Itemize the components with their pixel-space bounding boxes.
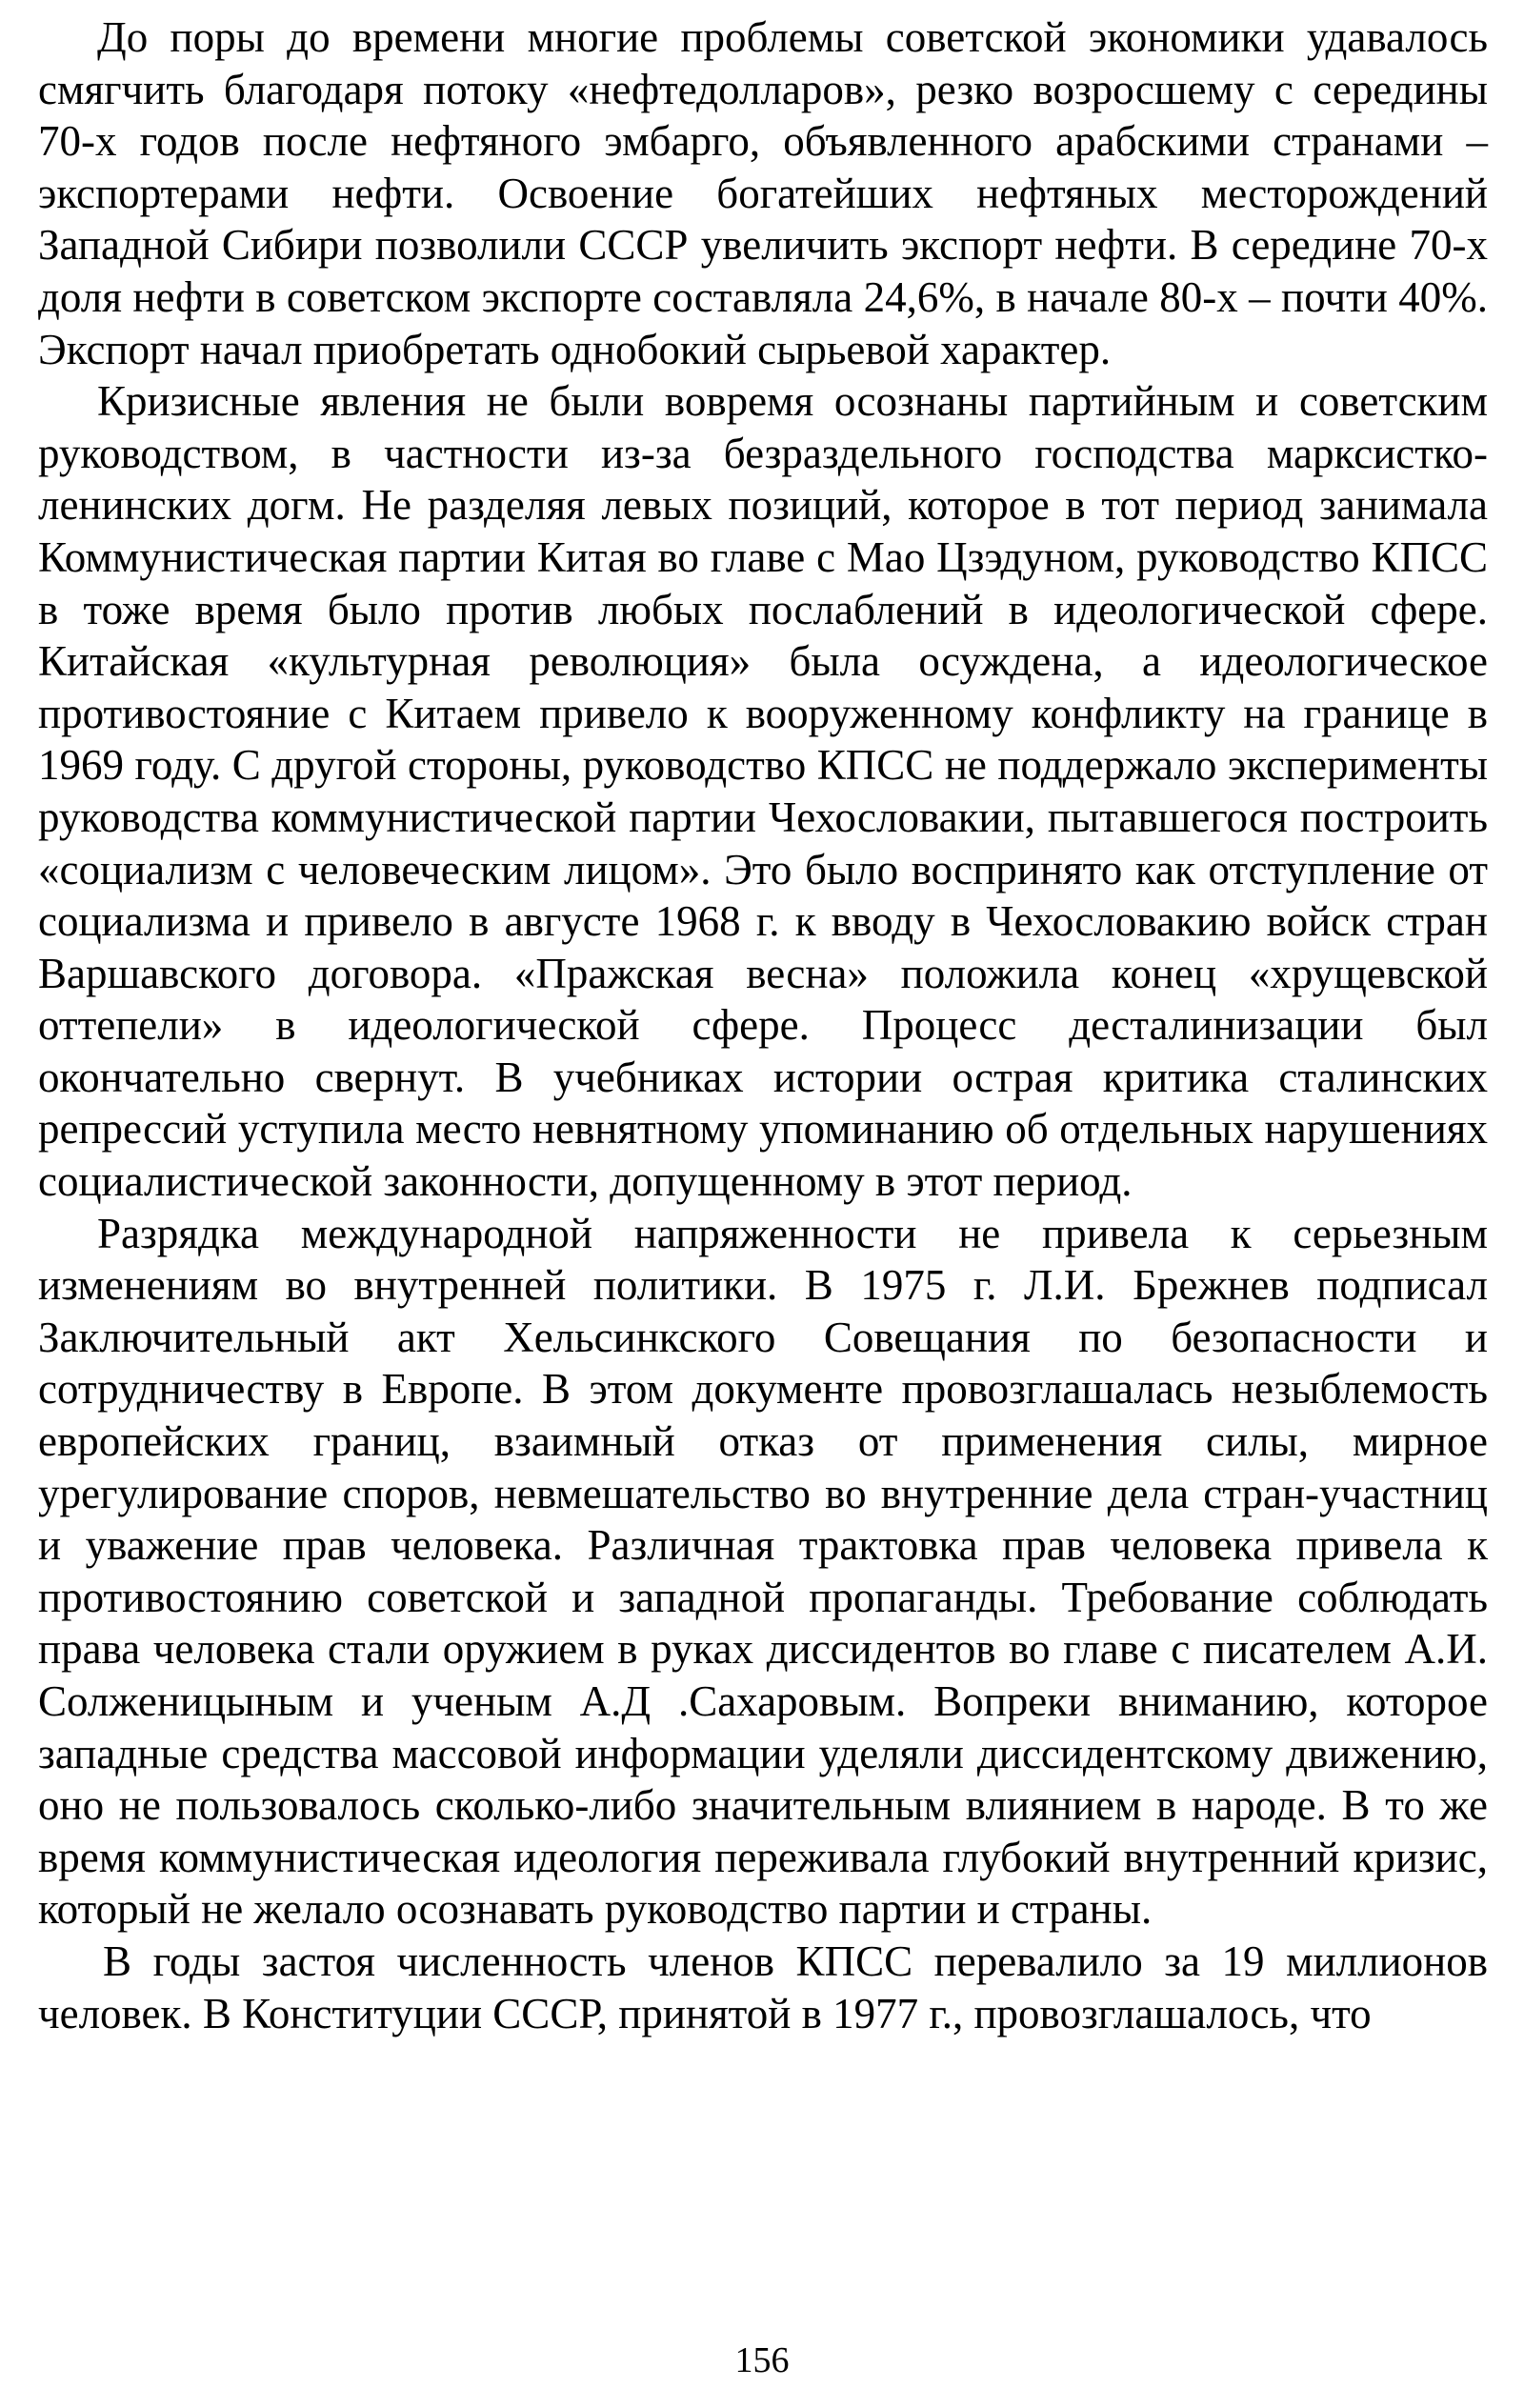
page-number: 156: [734, 2340, 790, 2380]
paragraph-2: Кризисные явления не были вовремя осознаны партийным и советским руководством, в частности из-за безраздельного господства марксистко-ленинских догм. Не разделяя левых позиций, которое в тот период занимала Коммунистическая партии Китая во главе с Мао Цзэдуном, руководство КПСС в тоже время было против любых послаблений в идеологической сфере. Китайская «культурная революция» была осуждена, а идеологическое противостояние с Китаем привело к вооруженному конфликту на границе в 1969 году. С другой стороны, руководство КПСС не поддержало эксперименты руководства коммунистической партии Чехословакии, пытавшегося построить «социализм с человеческим лицом». Это было воспринято как отступление от социализма и привело в августе 1968 г. к вводу в Чехословакию войск стран Варшавского договора. «Пражская весна» положила конец «хрущевской оттепели» в идеологической сфере. Процесс десталинизации был окончательно свернут. В учебниках истории острая критика сталинских репрессий уступила место невнятному упоминанию об отдельных нарушениях социалистической законности, допущенному в этот период.: [38, 377, 1488, 1206]
body-text: [38, 11, 1488, 2039]
paragraph-4: В годы застоя численность членов КПСС перевалило за 19 миллионов человек. В Конституции СССР, принятой в 1977 г., провозглашалось, что: [38, 1936, 1488, 2037]
paragraph-3: Разрядка международной напряженности не привела к серьезным изменениям во внутренней политики. В 1975 г. Л.И. Брежнев подписал Заключительный акт Хельсинкского Совещания по безопасности и сотрудничеству в Европе. В этом документе провозглашалась незыблемость европейских границ, взаимный отказ от применения силы, мирное урегулирование споров, невмешательство во внутренние дела стран-участниц и уважение прав человека. Различная трактовка прав человека привела к противостоянию советской и западной пропаганды. Требование соблюдать права человека стали оружием в руках диссидентов во главе с писателем А.И. Солженицыным и ученым А.Д .Сахаровым. Вопреки вниманию, которое западные средства массовой информации уделяли диссидентскому движению, оно не пользовалось сколько-либо значительным влиянием в народе. В то же время коммунистическая идеология переживала глубокий внутренний кризис, который не желало осознавать руководство партии и страны.: [38, 1209, 1488, 1934]
paragraph-1: До поры до времени многие проблемы советской экономики удавалось смягчить благодаря потоку «нефтедолларов», резко возросшему с середины 70-х годов после нефтяного эмбарго, объявленного арабскими странами –экспортерами нефти. Освоение богатейших нефтяных месторождений Западной Сибири позволили СССР увеличить экспорт нефти. В середине 70-х доля нефти в советском экспорте составляла 24,6%, в начале 80-х – почти 40%. Экспорт начал приобретать однобокий сырьевой характер.: [38, 13, 1488, 373]
